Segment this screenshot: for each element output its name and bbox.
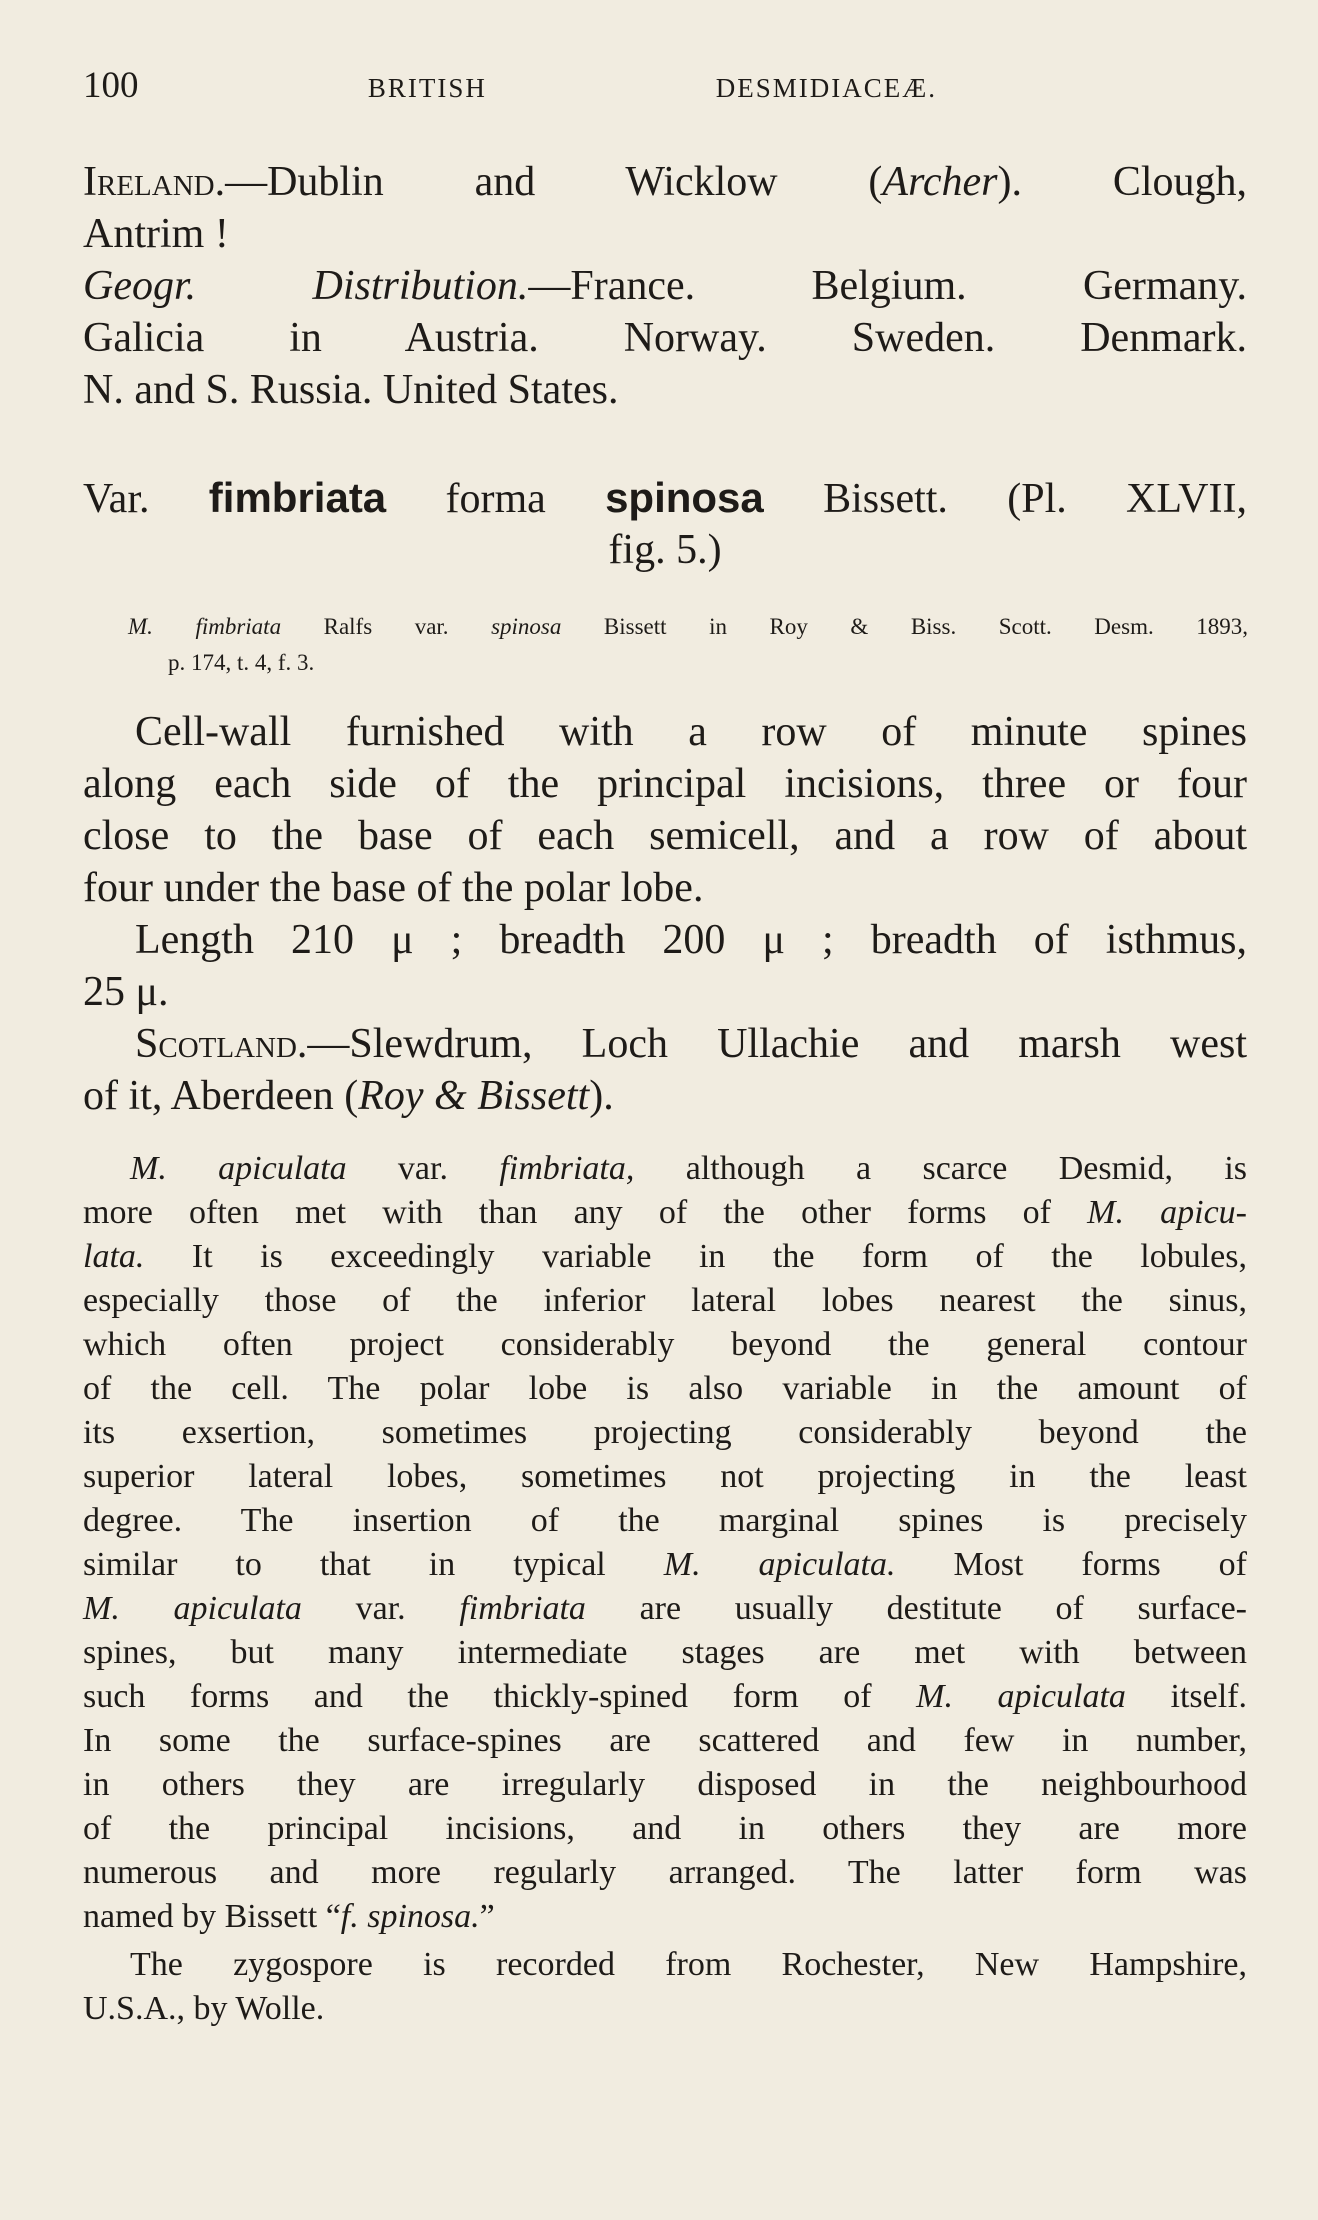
note-line-3: lata. It is exceedingly variable in the form of the lobules, bbox=[83, 1238, 1247, 1275]
variety-heading-line-2: fig. 5.) bbox=[608, 527, 722, 573]
description-line-1: Cell-wall furnished with a row of minute spines bbox=[135, 709, 1247, 755]
note-line-7: its exsertion, sometimes projecting considerably beyond the bbox=[83, 1414, 1247, 1451]
note-line-8: superior lateral lobes, sometimes not projecting in the least bbox=[83, 1458, 1247, 1495]
note-line-4: especially those of the inferior lateral lobes nearest the sinus, bbox=[83, 1282, 1247, 1319]
description-line-3: close to the base of each semicell, and a row of about bbox=[83, 813, 1247, 859]
scotland-record-line-2: of it, Aberdeen (Roy & Bissett). bbox=[83, 1073, 614, 1119]
note-line-11: M. apiculata var. fimbriata are usually destitute of surface- bbox=[83, 1590, 1247, 1627]
note-line-10: similar to that in typical M. apiculata. Most forms of bbox=[83, 1546, 1248, 1583]
note-line-14: In some the surface-spines are scattered and few in number, bbox=[83, 1722, 1247, 1759]
note-line-15: in others they are irregularly disposed in the neighbourhood bbox=[83, 1766, 1247, 1803]
note-line-17: numerous and more regularly arranged. The latter form was bbox=[83, 1854, 1247, 1891]
description-line-4: four under the base of the polar lobe. bbox=[83, 865, 704, 911]
synonym-citation-line-1: M. fimbriata Ralfs var. spinosa Bissett in Roy & Biss. Scott. Desm. 1893, bbox=[128, 614, 1248, 639]
ireland-record-line-2: Antrim ! bbox=[83, 211, 229, 257]
note-line-9: degree. The insertion of the marginal spines is precisely bbox=[83, 1502, 1247, 1539]
page-number: 100 bbox=[83, 65, 139, 106]
note-line-2: more often met with than any of the other forms of M. apicu- bbox=[83, 1194, 1248, 1231]
note-line-1: M. apiculata var. fimbriata, although a scarce Desmid, is bbox=[130, 1150, 1247, 1187]
running-title: BRITISH DESMIDIACEÆ. bbox=[367, 73, 938, 103]
synonym-citation-line-2: p. 174, t. 4, f. 3. bbox=[168, 650, 315, 675]
note-line-16: of the principal incisions, and in others they are more bbox=[83, 1810, 1247, 1847]
distribution-line-3: N. and S. Russia. United States. bbox=[83, 367, 619, 413]
distribution-line-2: Galicia in Austria. Norway. Sweden. Denmark. bbox=[83, 315, 1247, 361]
zygospore-line-2: U.S.A., by Wolle. bbox=[83, 1990, 325, 2027]
measurements-line-2: 25 μ. bbox=[83, 969, 169, 1015]
variety-heading-line-1: Var. fimbriata forma spinosa Bissett. (Pl. XLVII, bbox=[83, 474, 1247, 522]
scotland-record-line-1: Scotland.—Slewdrum, Loch Ullachie and marsh west bbox=[135, 1021, 1247, 1067]
running-header bbox=[83, 64, 1247, 107]
note-line-13: such forms and the thickly-spined form of M. apiculata itself. bbox=[83, 1678, 1247, 1715]
note-line-5: which often project considerably beyond the general contour bbox=[83, 1326, 1247, 1363]
ireland-record-line-1: Ireland.—Dublin and Wicklow (Archer). Clough, bbox=[83, 159, 1248, 205]
measurements-line-1: Length 210 μ ; breadth 200 μ ; breadth of isthmus, bbox=[135, 917, 1247, 963]
note-line-6: of the cell. The polar lobe is also variable in the amount of bbox=[83, 1370, 1247, 1407]
note-line-18: named by Bissett “f. spinosa.” bbox=[83, 1898, 495, 1935]
note-line-12: spines, but many intermediate stages are met with between bbox=[83, 1634, 1247, 1671]
description-line-2: along each side of the principal incisions, three or four bbox=[83, 761, 1247, 807]
distribution-line-1: Geogr. Distribution.—France. Belgium. Germany. bbox=[83, 263, 1247, 309]
zygospore-line-1: The zygospore is recorded from Rochester, New Hampshire, bbox=[130, 1946, 1247, 1983]
